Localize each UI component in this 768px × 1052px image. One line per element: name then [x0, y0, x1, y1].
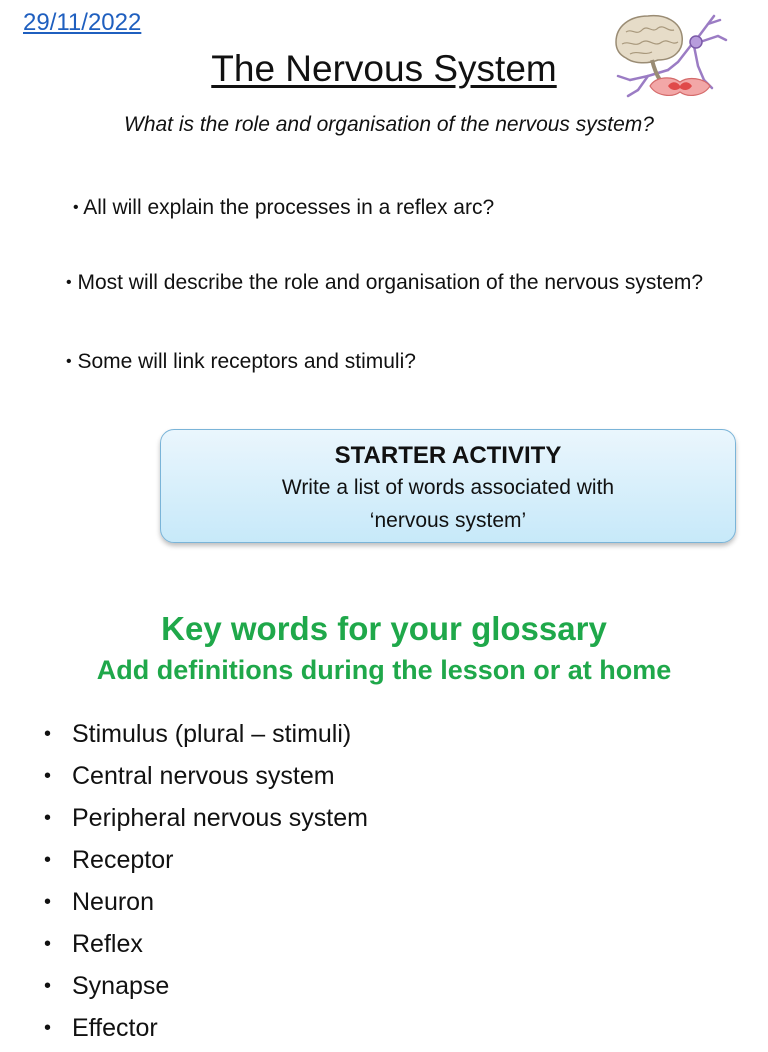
keywords-heading: Key words for your glossary	[161, 610, 607, 647]
keywords-subheading: Add definitions during the lesson or at home	[96, 655, 672, 685]
page-title: The Nervous System	[211, 48, 557, 89]
date-link[interactable]: 29/11/2022	[23, 9, 142, 36]
list-item: • Neuron	[44, 888, 154, 916]
objective-some: • Some will link receptors and stimuli?	[66, 350, 416, 373]
objective-all: • All will explain the processes in a reflex arc?	[73, 196, 495, 219]
list-item: • Central nervous system	[44, 762, 335, 790]
brain-neuron-illustration	[608, 10, 728, 102]
lesson-question: What is the role and organisation of the nervous system?	[124, 113, 654, 136]
starter-title: STARTER ACTIVITY	[334, 442, 562, 469]
list-item: • Peripheral nervous system	[44, 804, 368, 832]
list-item: • Reflex	[44, 930, 143, 958]
list-item: • Effector	[44, 1014, 158, 1042]
starter-line-2: ‘nervous system’	[369, 509, 527, 532]
list-item: • Receptor	[44, 846, 174, 874]
starter-activity-box	[160, 429, 736, 543]
keyword-list	[44, 716, 368, 1052]
starter-line-1: Write a list of words associated with	[281, 476, 615, 499]
objective-most: • Most will describe the role and organisation of the nervous system?	[66, 271, 704, 294]
list-item: • Synapse	[44, 972, 170, 1000]
list-item: • Stimulus (plural – stimuli)	[44, 720, 352, 748]
